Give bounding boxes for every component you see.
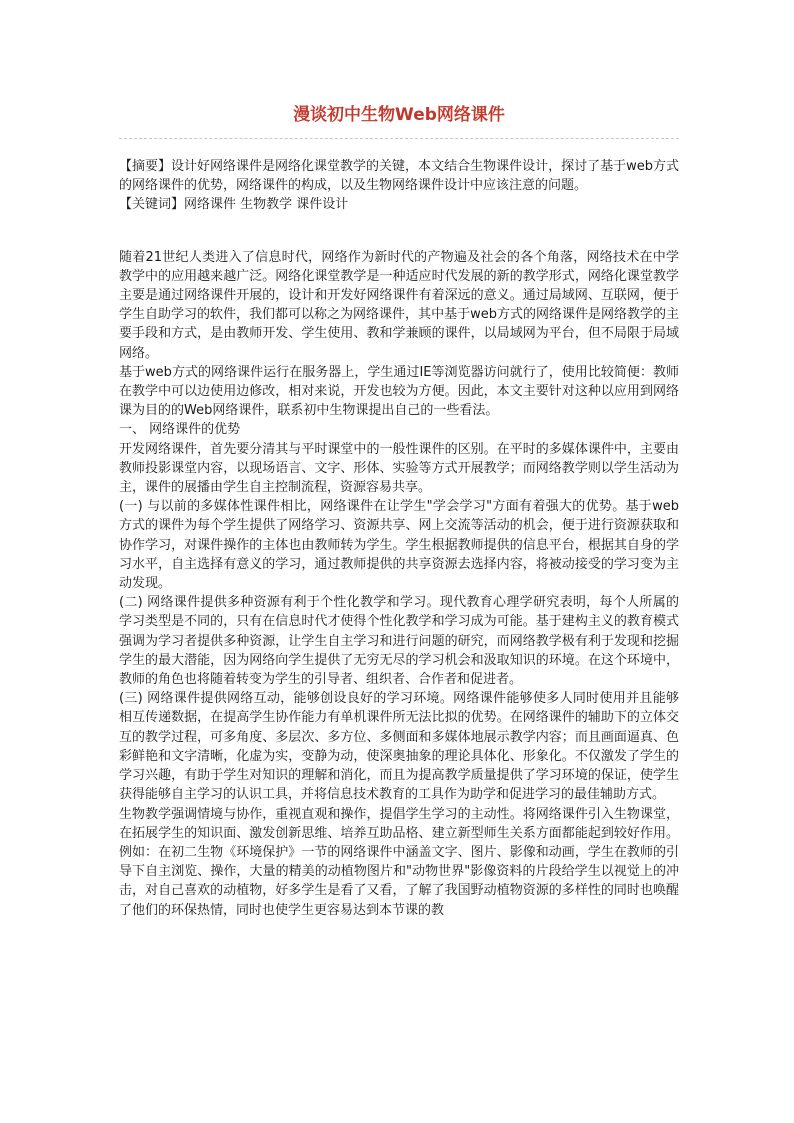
paragraph: 基于web方式的网络课件运行在服务器上，学生通过IE等浏览器访问就行了，使用比较简便：教师在教学中可以边使用边修改，相对来说，开发也较为方便。因此，本文主要针对这种以应用到网络课为目的的Web网络课件，联系初中生物课提出自己的一些看法。 <box>119 364 679 419</box>
paragraph: 开发网络课件，首先要分清其与平时课堂中的一般性课件的区别。在平时的多媒体课件中，主要由教师投影课堂内容，以现场语言、文字、形体、实验等方式开展教学；而网络教学则以学生活动为主，课件的展播由学生自主控制流程，资源容易共享。 <box>119 441 679 496</box>
document-page <box>119 100 679 920</box>
document-title: 漫谈初中生物Web网络课件 <box>293 105 505 125</box>
section-heading: 一、 网络课件的优势 <box>119 422 241 438</box>
abstract: 【摘要】设计好网络课件是网络化课堂教学的关键，本文结合生物课件设计，探讨了基于web方式的网络课件的优势，网络课件的构成，以及生物网络课件设计中应该注意的问题。 <box>119 159 679 194</box>
paragraph: 随着21世纪人类进入了信息时代，网络作为新时代的产物遍及社会的各个角落，网络技术在中学教学中的应用越来越广泛。网络化课堂教学是一种适应时代发展的新的教学形式，网络化课堂教学主要是通过网络课件开展的，设计和开发好网络课件有着深远的意义。通过局域网、互联网，便于学生自助学习的软件，我们都可以称之为网络课件，其中基于web方式的网络课件是网络教学的主要手段和方式，是由教师开发、学生使用、教和学兼顾的课件，以局域网为平台，但不局限于局域网络。 <box>119 249 679 361</box>
paragraph: (二) 网络课件提供多种资源有利于个性化教学和学习。现代教育心理学研究表明，每个人所属的学习类型是不同的，只有在信息时代才使得个性化教学和学习成为可能。基于建构主义的教育模式强调为学习者提供多种资源，让学生自主学习和进行问题的研究，而网络教学极有利于发现和挖掘学生的最大潜能，因为网络向学生提供了无穷无尽的学习机会和汲取知识的环境。在这个环境中，教师的角色也将随着转变为学生的引导者、组织者、合作者和促进者。 <box>119 595 679 688</box>
paragraph: (一) 与以前的多媒体性课件相比，网络课件在让学生"学会学习"方面有着强大的优势。基于web方式的课件为每个学生提供了网络学习、资源共享、网上交流等活动的机会，便于进行资源获取和协作学习，对课件操作的主体也由教师转为学生。学生根据教师提供的信息平台，根据其自身的学习水平，自主选择有意义的学习，通过教师提供的共享资源去选择内容，将被动接受的学习变为主动发现。 <box>119 499 679 592</box>
paragraph: (三) 网络课件提供网络互动，能够创设良好的学习环境。网络课件能够使多人同时使用并且能够相互传递数据，在提高学生协作能力有单机课件所无法比拟的优势。在网络课件的辅助下的立体交互的教学过程，可多角度、多层次、多方位、多侧面和多媒体地展示教学内容；而且画面逼真、色彩鲜艳和文字清晰，化虚为实，变静为动，使深奥抽象的理论具体化、形象化。不仅激发了学生的学习兴趣，有助于学生对知识的理解和消化，而且为提高教学质量提供了学习环境的保证，使学生获得能够自主学习的认识工具，并将信息技术教育的工具作为助学和促进学习的最佳辅助方式。 <box>119 691 679 803</box>
body-text <box>119 248 679 920</box>
keywords: 【关键词】网络课件 生物教学 课件设计 <box>119 197 349 213</box>
title-divider <box>119 138 679 139</box>
paragraph: 生物教学强调情境与协作，重视直观和操作，提倡学生学习的主动性。将网络课件引入生物课堂，在拓展学生的知识面、激发创新思维、培养互助品格、建立新型师生关系方面都能起到较好作用。例如：在初二生物《环境保护》一节的网络课件中涵盖文字、图片、影像和动画，学生在教师的引导下自主浏览、操作，大量的精美的动植物图片和"动物世界"影像资料的片段给学生以视觉上的冲击，对自己喜欢的动植物，好多学生是看了又看，了解了我国野动植物资源的多样性的同时也唤醒了他们的环保热情，同时也使学生更容易达到本节课的教 <box>119 806 679 918</box>
section-spacer <box>119 234 679 248</box>
abstract-block <box>119 157 679 215</box>
